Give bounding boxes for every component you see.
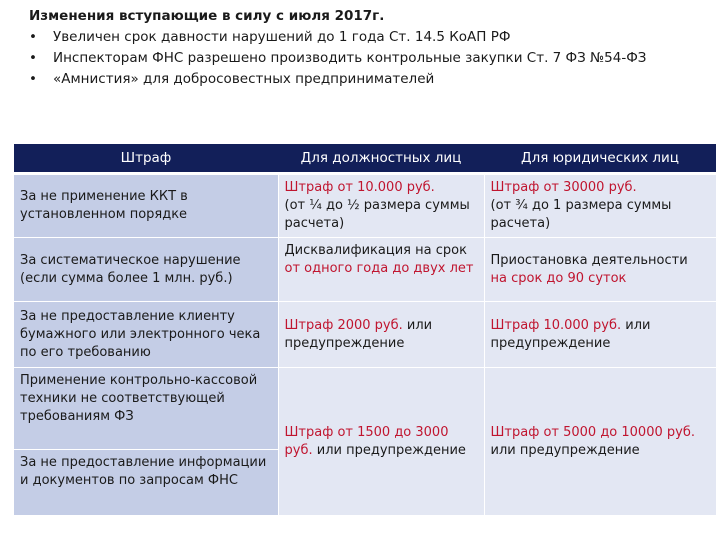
violation-cell: За не предоставление информации и документов по запросам ФНС	[14, 450, 278, 516]
officials-cell: Штраф от 1500 до 3000 руб. или предупреждение	[278, 368, 484, 516]
intro-title: Изменения вступающие в силу с июля 2017г.	[29, 8, 385, 24]
violation-cell: Применение контрольно-кассовой техники не соответствующей требованиям ФЗ	[14, 368, 278, 450]
violation-cell: За систематическое нарушение (если сумма более 1 млн. руб.)	[14, 238, 278, 302]
penalties-table	[14, 144, 717, 516]
table-row	[14, 368, 716, 450]
bullet-icon: •	[29, 50, 37, 66]
officials-cell: Штраф 2000 руб. или предупреждение	[278, 302, 484, 368]
violation-cell: За не предоставление клиенту бумажного или электронного чека по его требованию	[14, 302, 278, 368]
legal-cell: Штраф 10.000 руб. или предупреждение	[484, 302, 716, 368]
legal-cell: Штраф от 30000 руб. (от ¾ до 1 размера суммы расчета)	[484, 174, 716, 238]
header-legal-entities: Для юридических лиц	[484, 144, 716, 174]
legal-cell: Приостановка деятельности на срок до 90 суток	[484, 238, 716, 302]
header-officials: Для должностных лиц	[278, 144, 484, 174]
bullet-icon: •	[29, 29, 37, 45]
table-row	[14, 302, 716, 368]
officials-cell: Дисквалификация на срок от одного года до двух лет	[278, 238, 484, 302]
intro-block	[29, 6, 709, 90]
violation-cell: За не применение ККТ в установленном порядке	[14, 174, 278, 238]
table-header-row	[14, 144, 716, 174]
intro-bullet: • «Амнистия» для добросовестных предпринимателей	[29, 69, 709, 90]
intro-bullet: • Увеличен срок давности нарушений до 1 года Ст. 14.5 КоАП РФ	[29, 27, 709, 48]
header-penalty: Штраф	[14, 144, 278, 174]
officials-cell: Штраф от 10.000 руб. (от ¼ до ½ размера суммы расчета)	[278, 174, 484, 238]
table-row	[14, 174, 716, 238]
legal-cell: Штраф от 5000 до 10000 руб. или предупреждение	[484, 368, 716, 516]
intro-bullet: • Инспекторам ФНС разрешено производить контрольные закупки Ст. 7 ФЗ №54-ФЗ	[29, 48, 709, 69]
intro-bullets	[29, 27, 709, 90]
bullet-icon: •	[29, 71, 37, 87]
table-row	[14, 238, 716, 302]
